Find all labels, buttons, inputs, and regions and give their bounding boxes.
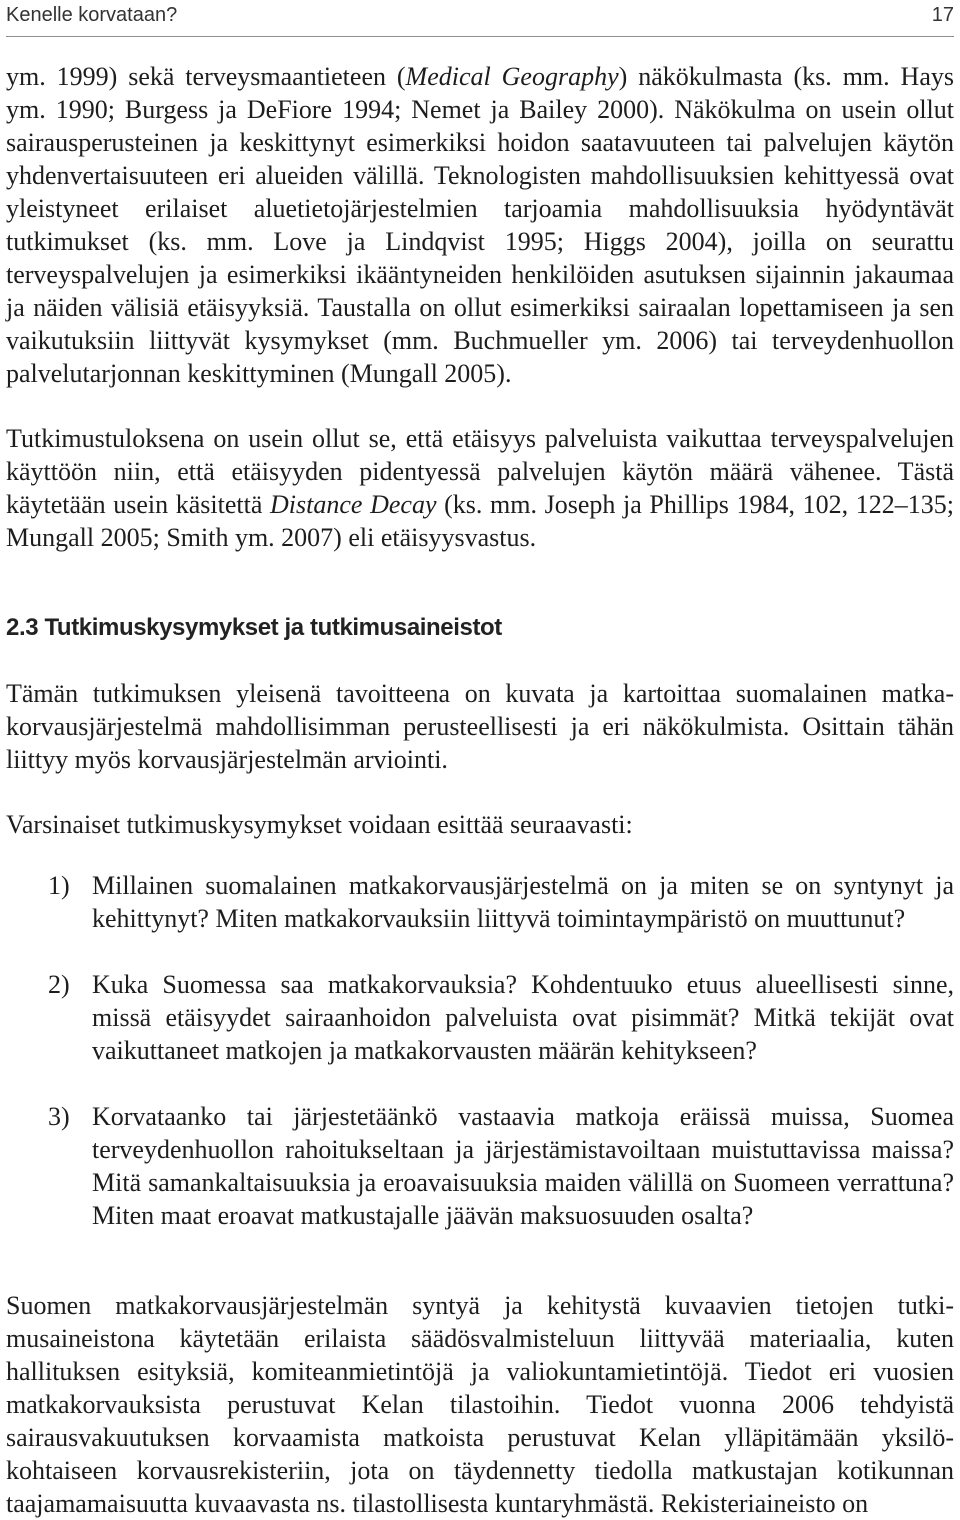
page-number: 17: [931, 4, 954, 26]
paragraph-data-sources: Suomen matkakorvausjärjestelmän syntyä ja kehitystä kuvaavien tietojen tutkimusaineistona käytetään erilaista säädösvalmisteluun liittyvää materiaalia, kuten hallituksen esityksiä, komiteanmietintöjä ja valiokuntamietintöjä. Tiedot eri vuosien matkakorvauksista perustuvat Kelan tilastoihin. Tiedot vuonna 2006 tehdyistä sairausvakuutuksen korvaamista matkoista perustuvat Kelan ylläpitämään yksilökohtaiseen korvausrekisteriin, jota on täydennetty tiedolla matkustajan kotikunnan taajamamaisuutta kuvaavasta ns. tilastollisesta kuntaryhmästä. Rekisteriaineisto on: [6, 1291, 954, 1518]
running-title: Kenelle korvataan?: [6, 4, 178, 26]
list-item: [6, 1100, 954, 1232]
list-marker: 2): [48, 970, 70, 999]
paragraph-questions-intro: Varsinaiset tutkimuskysymykset voidaan esittää seuraavasti:: [6, 810, 633, 839]
section-title: Tutkimuskysymykset ja tutkimusaineistot: [44, 614, 502, 641]
list-item-text: Millainen suomalainen matkakorvausjärjestelmä on ja miten se on syntynyt ja kehittynyt? Miten matkakorvauksiin liittyvä toimintaympäristö on muuttunut?: [92, 871, 954, 933]
paragraph-text: (ks. mm. Joseph ja Phillips 1984, 102, 122–135; Mungall 2005; Smith ym. 2007) eli etäisyysvastus.: [6, 490, 954, 552]
list-item: [6, 869, 954, 935]
paragraph-intro-geography: [6, 60, 954, 390]
paragraph-distance-decay: [6, 422, 954, 554]
paragraph-text: ) näkökulmasta (ks. mm. Hays ym. 1990; Burgess ja DeFiore 1994; Nemet ja Bailey 2000). Näkökulma on usein ollut sairausperusteinen ja keskittynyt esimerkiksi hoidon saatavuuteen tai palvelujen käytön yhdenvertaisuuteen eri alueiden välillä. Teknologisten mahdollisuuksien kehittyessä ovat yleistyneet erilaiset aluetietojärjestelmien tarjoamia mahdollisuuksia hyödyntävät tutkimukset (ks. mm. Love ja Lindqvist 1995; Higgs 2004), joilla on seurattu terveyspalvelujen ja esimerkiksi ikääntyneiden henkilöiden asutuksen sijainnin jakaumaa ja näiden välisiä etäisyyksiä. Taustalla on ollut esimerkiksi sairaalan lopettamiseen ja sen vaikutuksiin liittyvät kysymykset (mm. Buchmueller ym. 2006) tai terveydenhuollon palvelutarjonnan keskittyminen (Mungall 2005).: [6, 62, 954, 388]
section-number: 2.3: [6, 614, 39, 641]
paragraph-text: ym. 1999) sekä terveysmaantieteen (: [6, 62, 406, 91]
list-item-text: Kuka Suomessa saa matkakorvauksia? Kohdentuuko etuus alueellisesti sinne, missä etäisyydet sairaanhoidon palveluista ovat pisimmät? Mitkä tekijät ovat vaikuttaneet matkojen ja matkakorvausten määrän kehitykseen?: [92, 970, 954, 1065]
paragraph-text: Tutkimustuloksena on usein ollut se, että etäisyys palveluista vaikuttaa terveyspalvelujen käyttöön niin, että etäisyyden pidentyessä palvelujen käytön määrä vähenee. Tästä käytetään usein käsitettä: [6, 424, 954, 519]
list-item: [6, 968, 954, 1067]
section-heading: [6, 614, 502, 642]
italic-term: Distance Decay: [270, 490, 437, 519]
list-marker: 1): [48, 871, 70, 900]
paragraph-objective: Tämän tutkimuksen yleisenä tavoitteena on kuvata ja kartoittaa suomalainen matkakorvausjärjestelmä mahdollisimman perusteellisesti ja eri näkökulmista. Osittain tähän liittyy myös korvausjärjestelmän arviointi.: [6, 679, 954, 774]
list-marker: 3): [48, 1102, 70, 1131]
italic-term: Medical Geography: [405, 62, 619, 91]
research-questions-list: [6, 869, 954, 1232]
running-header: [6, 0, 954, 37]
list-item-text: Korvataanko tai järjestetäänkö vastaavia matkoja eräissä muissa, Suomea terveydenhuollon rahoitukseltaan ja järjestämistavoiltaan muistuttavissa maissa? Mitä samankaltaisuuksia ja eroavaisuuksia maiden välillä on Suomeen verrattuna? Miten maat eroavat matkustajalle jäävän maksuosuuden osalta?: [92, 1102, 954, 1230]
